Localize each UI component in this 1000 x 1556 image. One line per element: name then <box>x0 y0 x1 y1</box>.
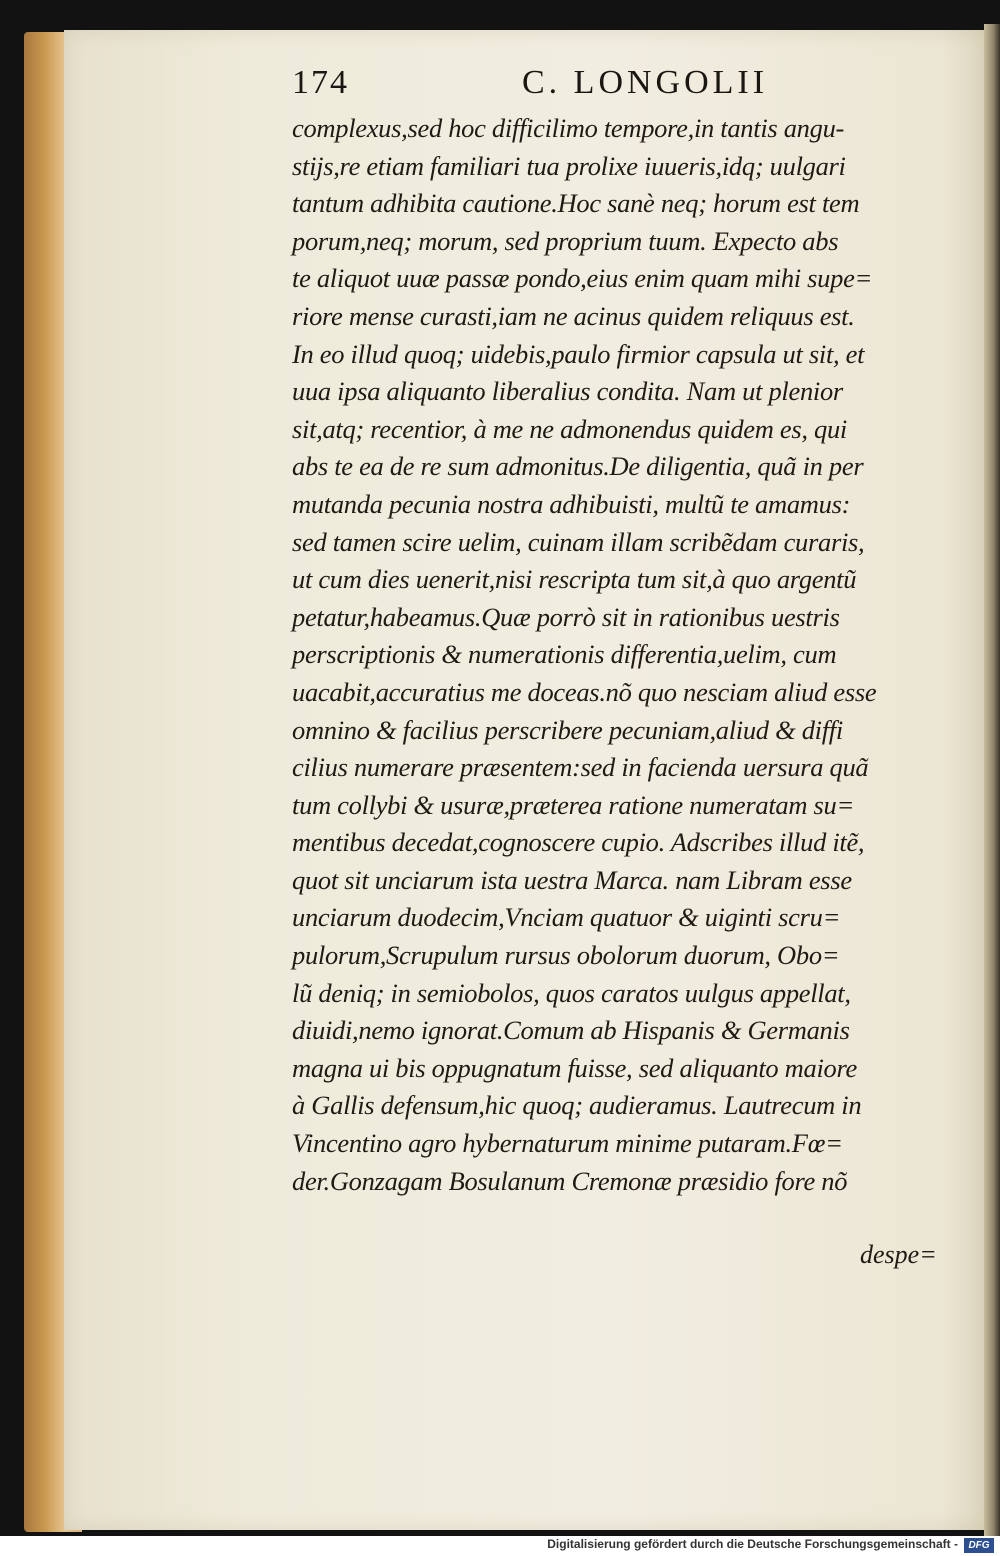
catchword: despe= <box>860 1240 937 1269</box>
digitization-footer <box>0 1536 1000 1556</box>
text-line: lũ deniq; in semiobolos, quos caratos uulgus appellat, <box>292 977 851 1008</box>
text-line: der.Gonzagam Bosulanum Cremonæ præsidio fore nõ <box>292 1165 848 1196</box>
text-line: In eo illud quoq; uidebis,paulo firmior capsula ut sit, et <box>292 338 865 369</box>
text-line: Vincentino agro hybernaturum minime putaram.Fœ= <box>292 1128 843 1159</box>
text-line: quot sit unciarum ista uestra Marca. nam Libram esse <box>292 864 852 895</box>
text-line: complexus,sed hoc difficilimo tempore,in tantis angu- <box>292 113 845 143</box>
text-line: sit,atq; recentior, à me ne admonendus quidem es, qui <box>292 413 847 444</box>
text-line: mutanda pecunia nostra adhibuisti, multũ te amamus: <box>292 488 851 519</box>
text-line: perscriptionis & numerationis differentia,uelim, cum <box>292 639 837 670</box>
running-head: C. LONGOLII <box>522 64 769 101</box>
text-line: à Gallis defensum,hic quoq; audieramus. Lautrecum in <box>292 1090 862 1121</box>
text-line: omnino & facilius perscribere pecuniam,aliud & diffi <box>292 714 843 745</box>
page-fore-edge <box>984 24 1000 1536</box>
dfg-logo-icon: DFG <box>964 1538 994 1553</box>
text-line: porum,neq; morum, sed proprium tuum. Expecto abs <box>292 225 839 256</box>
text-line: tantum adhibita cautione.Hoc sanè neq; horum est tem <box>292 188 860 219</box>
text-line: sed tamen scire uelim, cuinam illam scribẽdam curaris, <box>292 526 865 557</box>
text-line: tum collybi & usuræ,præterea ratione numeratam su= <box>292 789 855 820</box>
text-line: pulorum,Scrupulum rursus obolorum duorum, Obo= <box>292 940 840 971</box>
text-line: uua ipsa aliquanto liberalius condita. Nam ut plenior <box>292 376 843 407</box>
page-number: 174 <box>292 64 349 101</box>
text-line: magna ui bis oppugnatum fuisse, sed aliquanto maiore <box>292 1052 857 1083</box>
text-line: uacabit,accuratius me doceas.nõ quo nesciam aliud esse <box>292 676 877 707</box>
funding-credit: Digitalisierung gefördert durch die Deutsche Forschungsgemeinschaft - <box>547 1537 958 1551</box>
text-line: ut cum dies uenerit,nisi rescripta tum sit,à quo argentũ <box>292 564 857 595</box>
text-line: mentibus decedat,cognoscere cupio. Adscribes illud itẽ, <box>292 827 865 858</box>
text-line: diuidi,nemo ignorat.Comum ab Hispanis & Germanis <box>292 1015 850 1046</box>
text-line: stijs,re etiam familiari tua prolixe iuueris,idq; uulgari <box>292 150 846 181</box>
body-text <box>292 110 942 1200</box>
text-line: unciarum duodecim,Vnciam quatuor & uiginti scru= <box>292 902 841 933</box>
text-line: riore mense curasti,iam ne acinus quidem reliquus est. <box>292 300 855 331</box>
text-line: cilius numerare præsentem:sed in facienda uersura quã <box>292 752 869 783</box>
text-line: te aliquot uuæ passæ pondo,eius enim quam mihi supe= <box>292 263 873 294</box>
text-line: petatur,habeamus.Quæ porrò sit in rationibus uestris <box>292 601 840 632</box>
page-header <box>292 64 952 114</box>
text-line: abs te ea de re sum admonitus.De diligentia, quã in per <box>292 451 864 482</box>
